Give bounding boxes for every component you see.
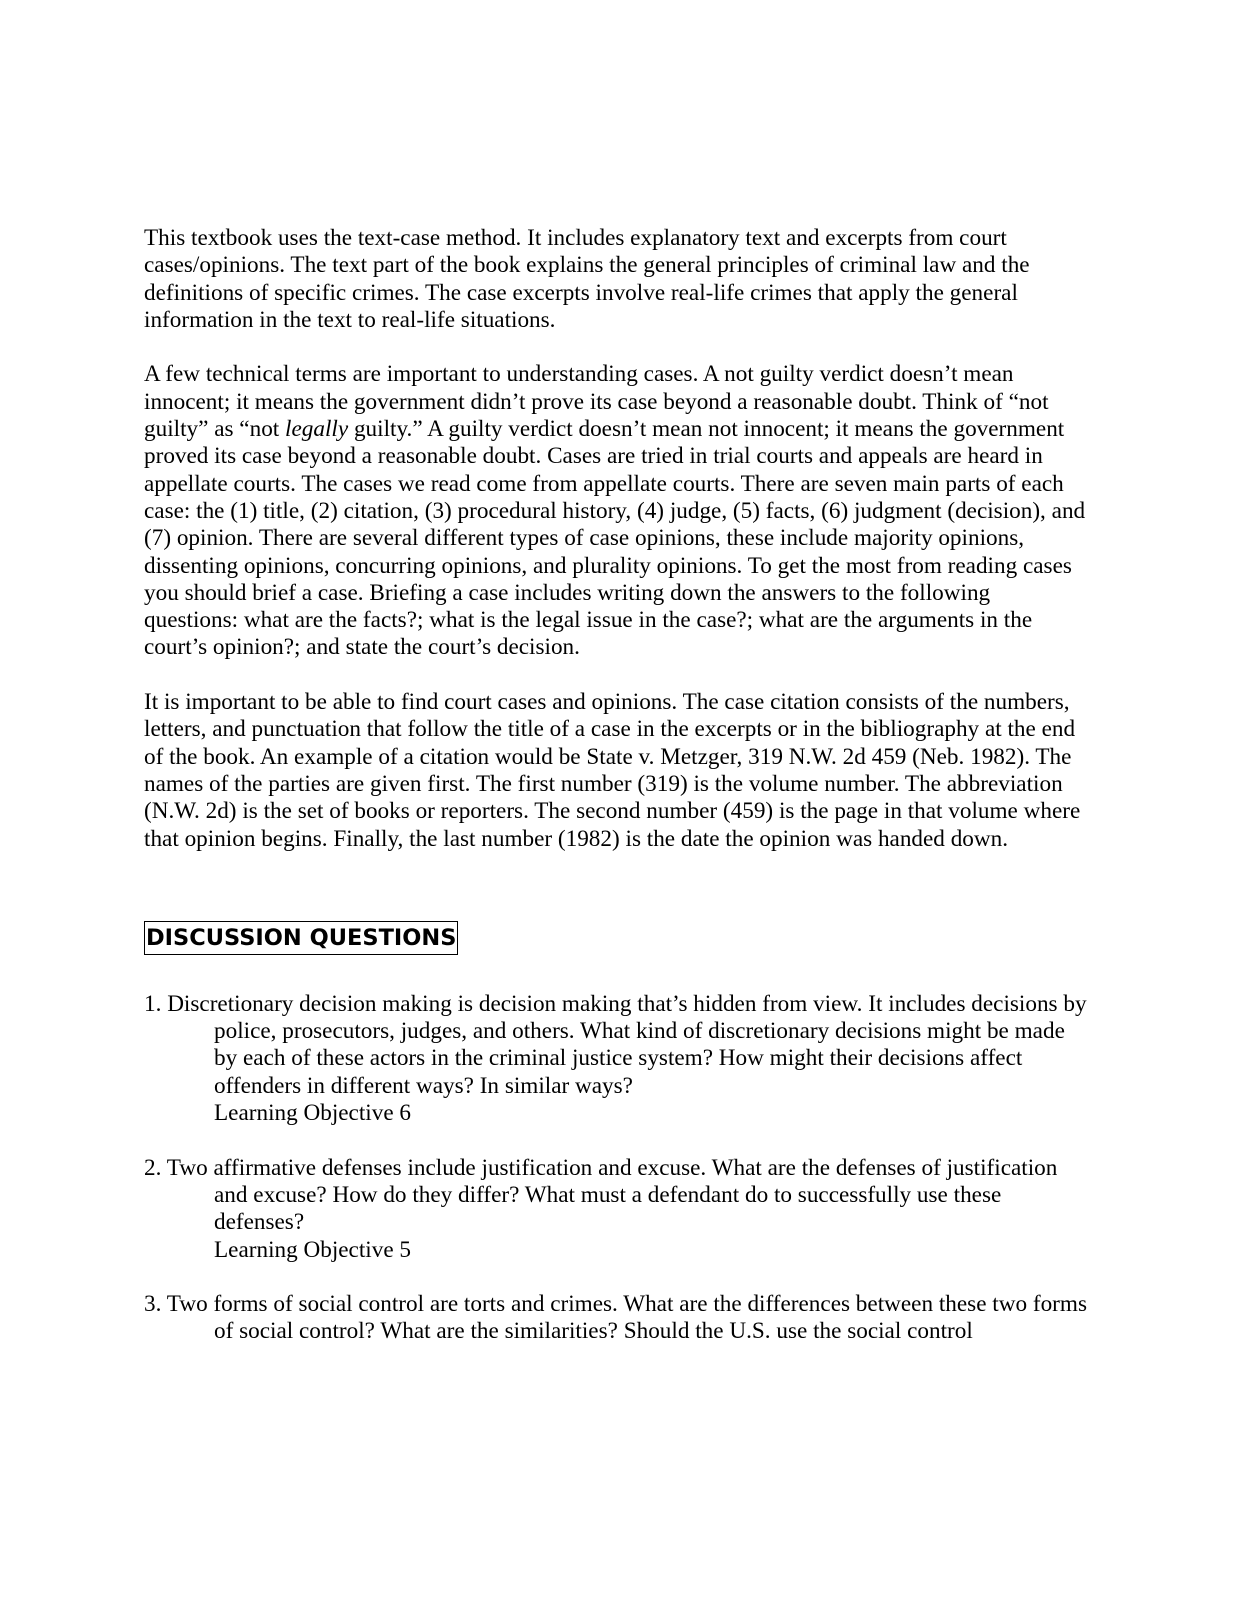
- section-heading-container: [144, 921, 1089, 957]
- discussion-question-1: [144, 991, 1089, 1127]
- paragraph-technical-terms-part-2: guilty.” A guilty verdict doesn’t mean not innocent; it means the government proved its case beyond a reasonable doubt. Cases are tried in trial courts and appeals are heard in appellate courts. The cases we read come from appellate courts. There are seven main parts of each case: the (1) title, (2) citation, (3) procedural history, (4) judge, (5) facts, (6) judgment (decision), and (7) opinion. There are several different types of case opinions, these include majority opinions, dissenting opinions, concurring opinions, and plurality opinions. To get the most from reading cases you should brief a case. Briefing a case includes writing down the answers to the following questions: what are the facts?; what is the legal issue in the case?; what are the arguments in the court’s opinion?; and state the court’s decision.: [144, 416, 1086, 661]
- question-number: 2.: [144, 1154, 162, 1181]
- paragraph-technical-terms-part-1: A few technical terms are important to understanding cases. A not guilty verdict doesn’t mean innocent; it means the government didn’t prove its case beyond a reasonable doubt. Think of “not guilty” as “not: [144, 361, 1049, 443]
- section-heading-discussion-questions: DISCUSSION QUESTIONS: [144, 921, 458, 955]
- question-text: Two affirmative defenses include justification and excuse. What are the defenses of justification and excuse? How do they differ? What must a defendant do to successfully use these defenses?: [166, 1154, 1058, 1236]
- paragraph-citations: It is important to be able to find court cases and opinions. The case citation consists of the numbers, letters, and punctuation that follow the title of a case in the excerpts or in the bibliography at the end of the book. An example of a citation would be State v. Metzger, 319 N.W. 2d 459 (Neb. 1982). The names of the parties are given first. The first number (319) is the volume number. The abbreviation (N.W. 2d) is the set of books or reporters. The second number (459) is the page in that volume where that opinion begins. Finally, the last number (1982) is the date the opinion was handed down.: [144, 689, 1081, 852]
- discussion-question-2: [144, 1155, 1089, 1264]
- question-number: 1.: [144, 990, 162, 1017]
- document-page: [144, 225, 1089, 1373]
- paragraph-technical-terms: [144, 361, 1089, 661]
- question-text: Two forms of social control are torts and crimes. What are the differences between these two forms of social control? What are the similarities? Should the U.S. use the social control: [166, 1291, 1087, 1345]
- italic-legally: legally: [285, 416, 349, 443]
- learning-objective: Learning Objective 6: [214, 1100, 412, 1127]
- paragraph-text-case-method: This textbook uses the text-case method. It includes explanatory text and excerpts from court cases/opinions. The text part of the book explains the general principles of criminal law and the definitions of specific crimes. The case excerpts involve real-life crimes that apply the general information in the text to real-life situations.: [144, 225, 1030, 333]
- question-text: Discretionary decision making is decision making that’s hidden from view. It includes decisions by police, prosecutors, judges, and others. What kind of discretionary decisions might be made by each of these actors in the criminal justice system? How might their decisions affect offenders in different ways? In similar ways?: [167, 990, 1087, 1099]
- question-number: 3.: [144, 1291, 162, 1318]
- learning-objective: Learning Objective 5: [214, 1236, 412, 1263]
- discussion-question-3: [144, 1291, 1089, 1346]
